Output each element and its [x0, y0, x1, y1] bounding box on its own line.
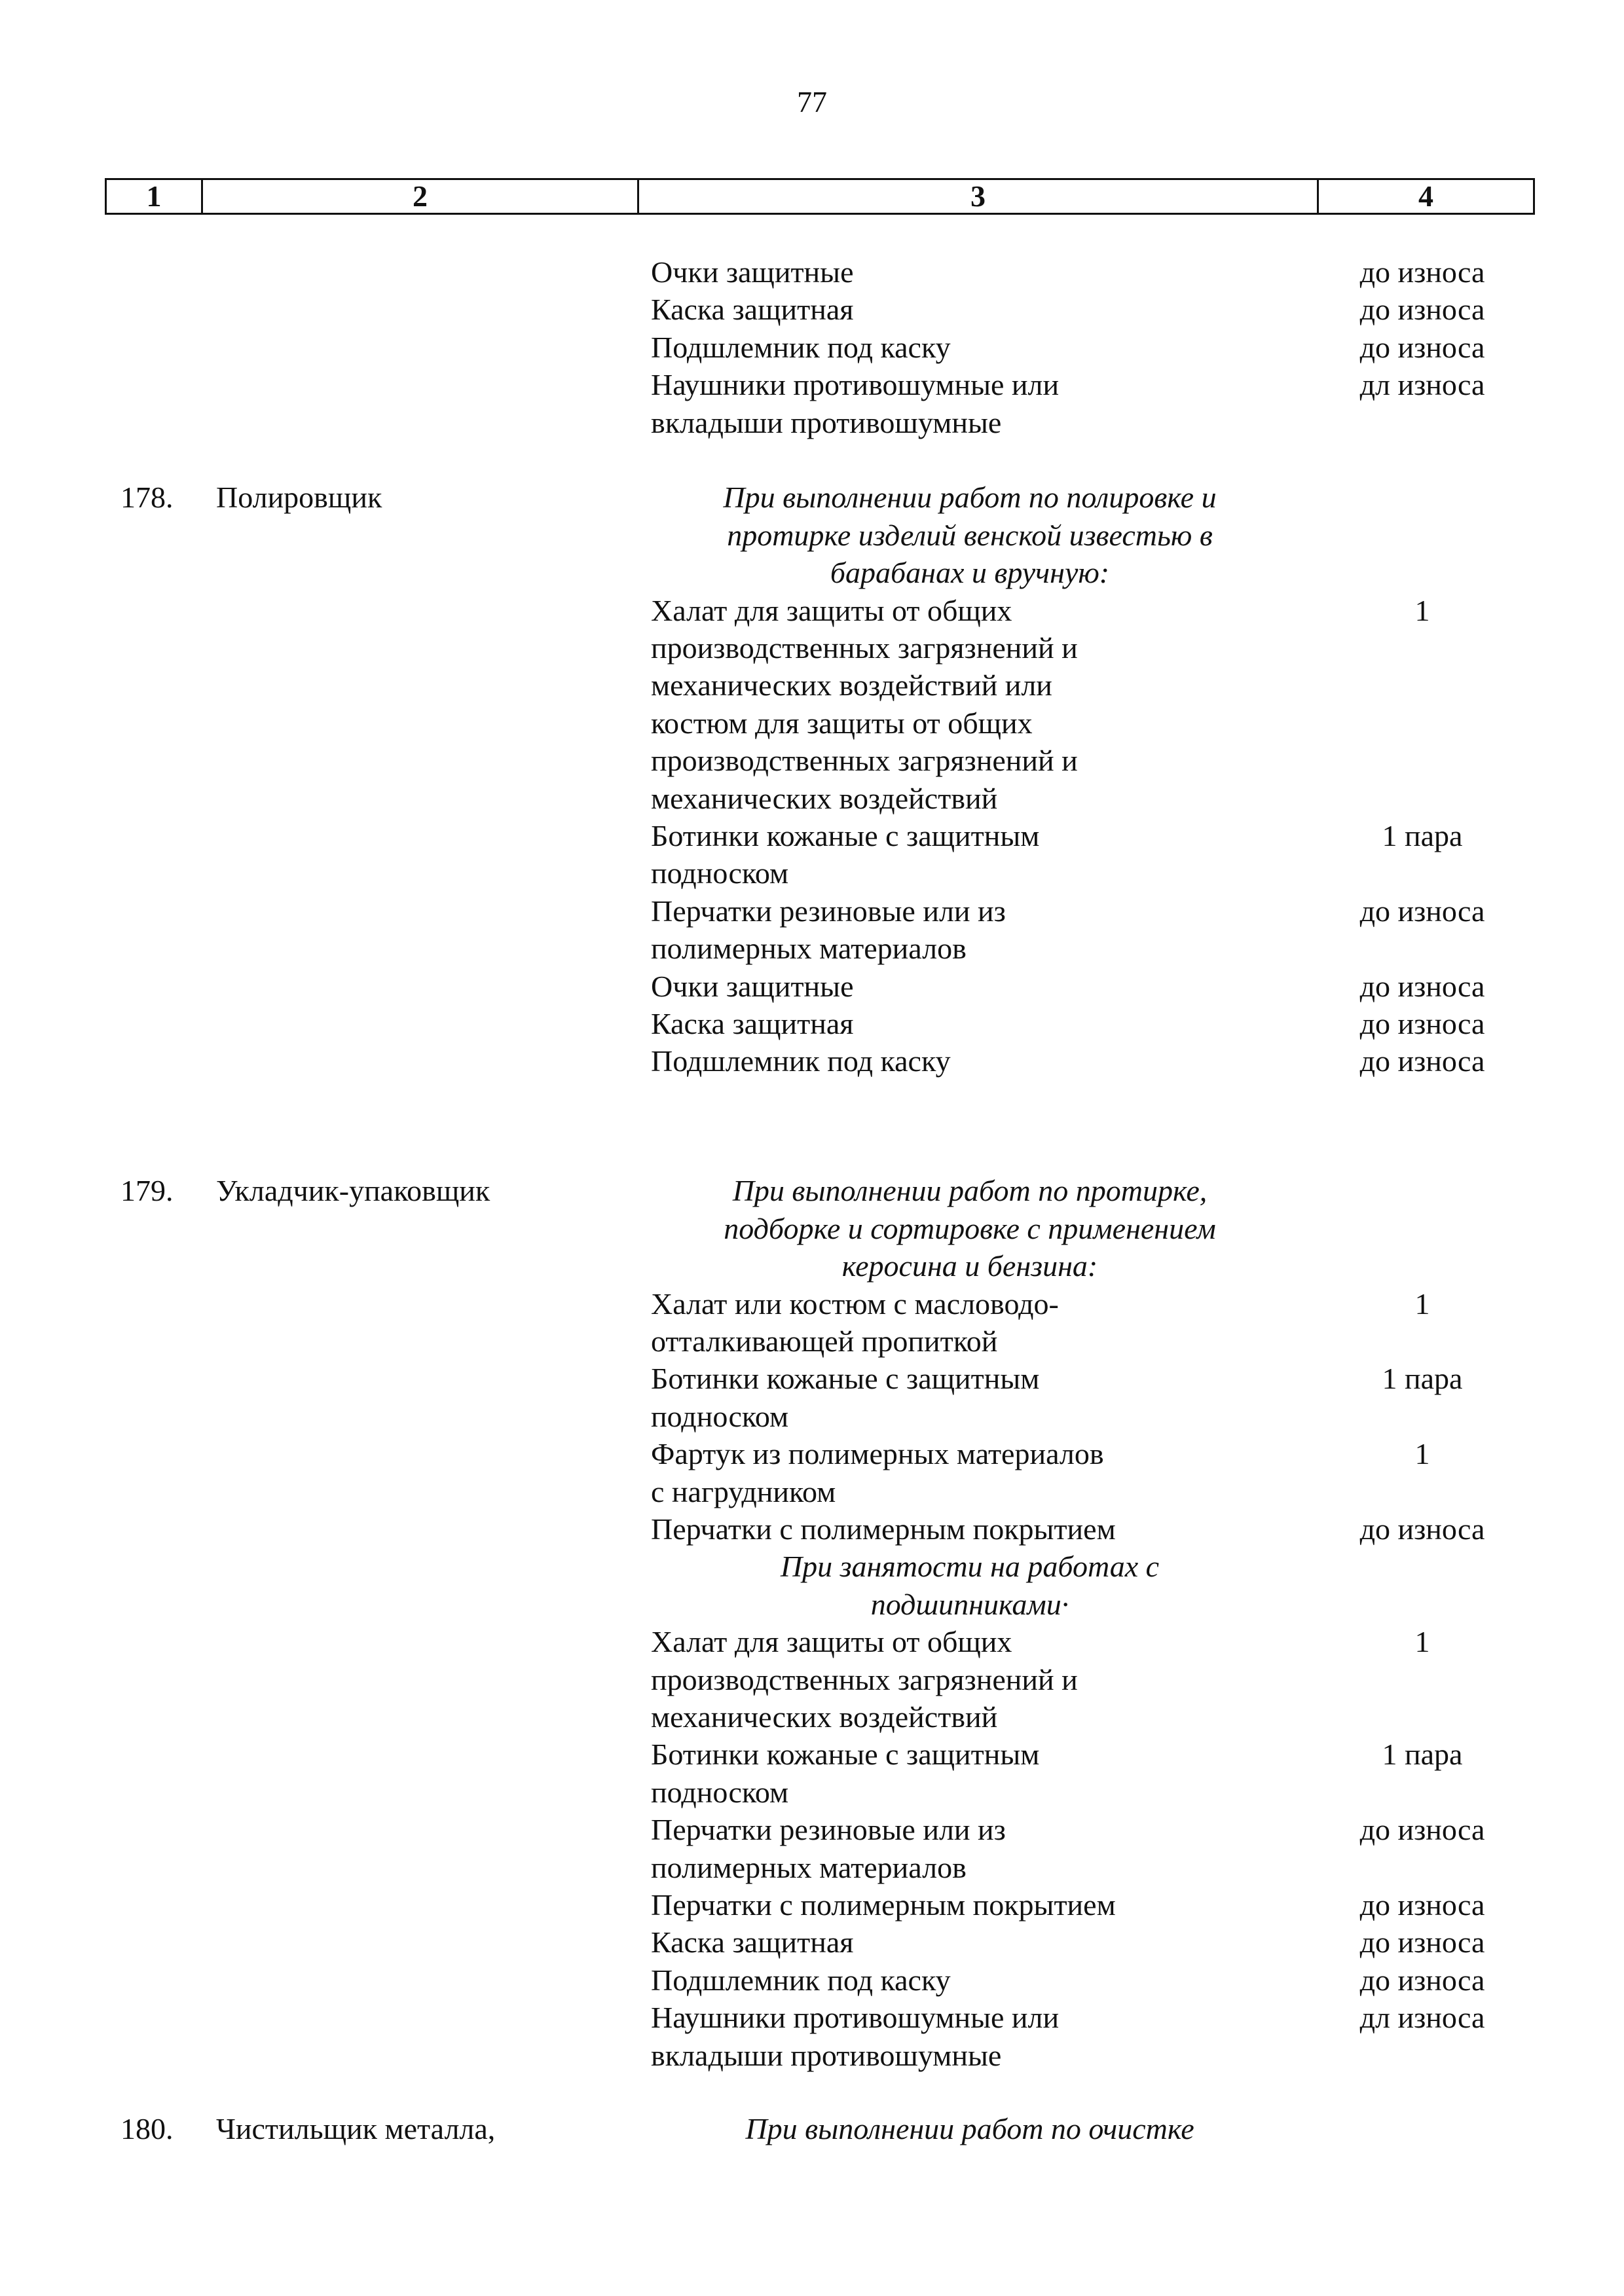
- condition-line: протирке изделий венской известью в: [727, 519, 1213, 552]
- item-norm: 1 пара: [1382, 1738, 1463, 1771]
- item-name-line: Перчатки с полимерным покрытием: [651, 1512, 1116, 1546]
- table-header: [105, 178, 1535, 215]
- item-norm: до износа: [1359, 1925, 1485, 1959]
- item-name-line: полимерных материалов: [651, 932, 967, 965]
- item-norm: до износа: [1359, 1888, 1485, 1922]
- item-name-line: Ботинки кожаные с защитным: [651, 1362, 1040, 1395]
- item-name-line: производственных загрязнений и: [651, 631, 1078, 665]
- item-name-line: костюм для защиты от общих: [651, 706, 1033, 740]
- condition-line: керосина и бензина:: [841, 1249, 1098, 1283]
- item-norm: до износа: [1359, 1044, 1485, 1078]
- condition-line: подборке и сортировке с применением: [724, 1212, 1216, 1245]
- item-name-line: Очки защитные: [651, 255, 854, 289]
- condition-line: подшипниками·: [870, 1588, 1069, 1621]
- item-name-line: Очки защитные: [651, 970, 854, 1003]
- item-norm: до износа: [1359, 1813, 1485, 1846]
- item-norm: 1: [1414, 1437, 1430, 1470]
- header-col-3: 3: [639, 180, 1319, 213]
- item-name-line: Подшлемник под каску: [651, 331, 951, 364]
- item-norm: 1: [1414, 594, 1430, 627]
- page-number: 77: [797, 85, 827, 118]
- item-norm: до износа: [1359, 331, 1485, 364]
- item-name-line: Халат или костюм с масловодо-: [651, 1287, 1059, 1321]
- item-name-line: механических воздействий: [651, 1700, 998, 1734]
- condition-line: При выполнении работ по протирке,: [732, 1174, 1208, 1207]
- item-name-line: Халат для защиты от общих: [651, 1625, 1012, 1658]
- item-name-line: Каска защитная: [651, 293, 854, 326]
- item-name-line: механических воздействий: [651, 782, 998, 815]
- item-norm: до износа: [1359, 1007, 1485, 1040]
- item-name-line: подноском: [651, 1776, 789, 1809]
- item-name-line: Каска защитная: [651, 1007, 854, 1040]
- item-norm: до износа: [1359, 293, 1485, 326]
- item-norm: 1: [1414, 1625, 1430, 1658]
- item-name-line: Халат для защиты от общих: [651, 594, 1012, 627]
- item-name-line: Ботинки кожаные с защитным: [651, 1738, 1040, 1771]
- item-name-line: Подшлемник под каску: [651, 1963, 951, 1997]
- item-norm: 1 пара: [1382, 819, 1463, 852]
- item-name-line: Наушники противошумные или: [651, 2001, 1060, 2034]
- item-name-line: Ботинки кожаные с защитным: [651, 819, 1040, 852]
- item-norm: дл износа: [1359, 368, 1485, 401]
- entry-number: 179.: [120, 1174, 174, 1207]
- header-col-2: 2: [203, 180, 639, 213]
- item-name-line: Наушники противошумные или: [651, 368, 1060, 401]
- item-norm: до износа: [1359, 1512, 1485, 1546]
- item-name-line: подноском: [651, 1400, 789, 1433]
- condition-line: барабанах и вручную:: [830, 556, 1110, 589]
- item-name-line: механических воздействий или: [651, 668, 1052, 702]
- item-norm: до износа: [1359, 1963, 1485, 1997]
- header-col-4: 4: [1418, 179, 1433, 213]
- item-norm: 1 пара: [1382, 1362, 1463, 1395]
- item-name-line: вкладыши противошумные: [651, 2039, 1002, 2072]
- entry-number: 178.: [120, 481, 174, 514]
- item-name-line: Перчатки с полимерным покрытием: [651, 1888, 1116, 1922]
- item-name-line: Фартук из полимерных материалов: [651, 1437, 1104, 1470]
- item-name-line: подноском: [651, 856, 789, 890]
- entry-profession: Чистильщик металла,: [216, 2112, 496, 2145]
- item-name-line: Перчатки резиновые или из: [651, 1813, 1006, 1846]
- entry-profession: Полировщик: [216, 481, 382, 514]
- item-name-line: с нагрудником: [651, 1475, 836, 1508]
- item-name-line: отталкивающей пропиткой: [651, 1324, 998, 1358]
- item-norm: 1: [1414, 1287, 1430, 1321]
- item-norm: до износа: [1359, 970, 1485, 1003]
- item-name-line: Каска защитная: [651, 1925, 854, 1959]
- item-name-line: производственных загрязнений и: [651, 744, 1078, 777]
- item-name-line: вкладыши противошумные: [651, 406, 1002, 439]
- item-name-line: производственных загрязнений и: [651, 1663, 1078, 1696]
- header-col-1: 1: [107, 180, 203, 213]
- item-name-line: Подшлемник под каску: [651, 1044, 951, 1078]
- entry-number: 180.: [120, 2112, 174, 2145]
- entry-profession: Укладчик-упаковщик: [216, 1174, 490, 1207]
- condition-line: При выполнении работ по очистке: [745, 2112, 1194, 2145]
- item-name-line: Перчатки резиновые или из: [651, 894, 1006, 928]
- item-norm: до износа: [1359, 255, 1485, 289]
- item-norm: до износа: [1359, 894, 1485, 928]
- condition-line: При занятости на работах с: [780, 1550, 1160, 1583]
- item-name-line: полимерных материалов: [651, 1851, 967, 1884]
- item-norm: дл износа: [1359, 2001, 1485, 2034]
- condition-line: При выполнении работ по полировке и: [723, 481, 1217, 514]
